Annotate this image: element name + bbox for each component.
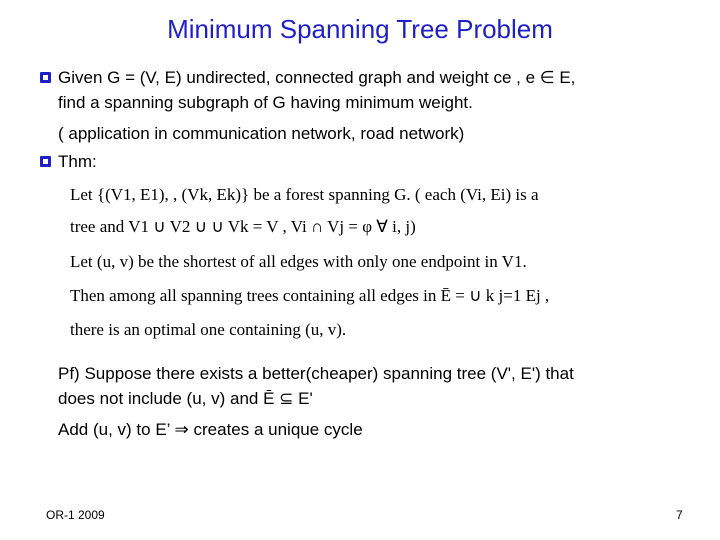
bullet-1-line-2: find a spanning subgraph of G having minimum weight. <box>58 93 473 112</box>
bullet-2-label: Thm: <box>58 152 97 171</box>
footer-course-label: OR-1 2009 <box>46 508 105 522</box>
proof-line-1: Pf) Suppose there exists a better(cheaper) spanning tree (V', E') that <box>58 364 574 383</box>
bullet-square-icon <box>40 156 51 167</box>
page-title: Minimum Spanning Tree Problem <box>167 14 553 44</box>
theorem-line-3: Let (u, v) be the shortest of all edges with only one endpoint in V1. <box>70 252 527 271</box>
bullet-square-icon <box>40 72 51 83</box>
theorem-line-5: there is an optimal one containing (u, v). <box>70 320 347 339</box>
theorem-line-4: Then among all spanning trees containing all edges in Ē = ∪ k j=1 Ej , <box>70 286 550 305</box>
bullet-1-line-1: Given G = (V, E) undirected, connected graph and weight ce , e ∈ E, <box>58 68 576 87</box>
theorem-line-1: Let {(V1, E1), , (Vk, Ek)} be a forest spanning G. ( each (Vi, Ei) is a <box>70 185 539 204</box>
bullet-1-line-3: ( application in communication network, road network) <box>58 124 465 143</box>
theorem-line-2: tree and V1 ∪ V2 ∪ ∪ Vk = V , Vi ∩ Vj = φ ∀ i, j) <box>70 217 416 236</box>
proof-line-3: Add (u, v) to E’ ⇒ creates a unique cycle <box>58 420 363 439</box>
footer-page-number: 7 <box>676 508 683 522</box>
proof-line-2: does not include (u, v) and Ē ⊆ E' <box>58 389 313 408</box>
